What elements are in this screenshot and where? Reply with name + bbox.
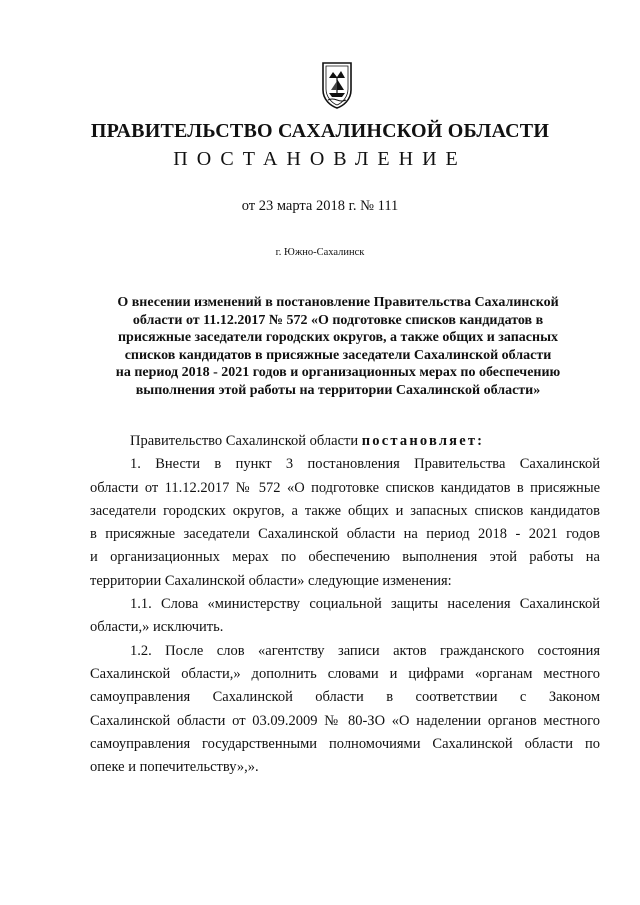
body-line: заседатели городских округов, а также общих и запасных списков кандидатов <box>90 502 600 519</box>
body-line: 1.2. После слов «агентству записи актов гражданского состояния <box>130 642 600 659</box>
body-line: опеке и попечительству»,». <box>90 759 259 776</box>
body-line: области,» исключить. <box>90 619 224 636</box>
body-line: и организационных мерах по обеспечению выполнения этой работы на <box>90 549 600 566</box>
preamble <box>90 430 600 453</box>
subject-line: списков кандидатов в присяжные заседатели Сахалинской области <box>124 347 552 363</box>
document-type: ПОСТАНОВЛЕНИЕ <box>173 148 467 170</box>
body-line: Сахалинской области от 03.09.2009 № 80-ЗО «О наделении органов местного <box>90 712 600 729</box>
document-city: г. Южно-Сахалинск <box>275 247 365 258</box>
body-line: в присяжные заседатели Сахалинской области на период 2018 - 2021 годов <box>90 526 600 543</box>
preamble-text: Правительство Сахалинской области <box>130 433 362 449</box>
government-name: ПРАВИТЕЛЬСТВО САХАЛИНСКОЙ ОБЛАСТИ <box>90 120 550 142</box>
body-line: территории Сахалинской области» следующие изменения: <box>90 572 452 589</box>
subject-line: О внесении изменений в постановление Правительства Сахалинской <box>117 295 559 310</box>
subject-line: выполнения этой работы на территории Сахалинской области» <box>135 382 541 398</box>
subject-line: присяжные заседатели городских округов, а также общих и запасных <box>117 330 558 346</box>
subject-line: области от 11.12.2017 № 572 «О подготовке списков кандидатов в <box>132 312 544 328</box>
preamble-keyword: постановляет: <box>361 433 485 449</box>
document-subject <box>90 294 586 400</box>
body-line: самоуправления государственными полномочиями Сахалинской области по <box>90 735 600 752</box>
body-line: самоуправления Сахалинской области в соответствии с Законом <box>90 689 600 706</box>
document-date-number: от 23 марта 2018 г. № 111 <box>241 198 399 214</box>
sakhalin-coat-of-arms-icon <box>317 60 357 110</box>
body-line: 1. Внести в пункт 3 постановления Правительства Сахалинской <box>130 456 600 473</box>
body-line: 1.1. Слова «министерству социальной защиты населения Сахалинской <box>130 596 600 613</box>
body-line: Сахалинской области,» дополнить словами и цифрами «органам местного <box>90 665 600 682</box>
body-line: области от 11.12.2017 № 572 «О подготовке списков кандидатов в присяжные <box>90 479 600 496</box>
document-body <box>90 430 600 779</box>
subject-line: на период 2018 - 2021 годов и организационных мерах по обеспечению <box>115 365 561 381</box>
